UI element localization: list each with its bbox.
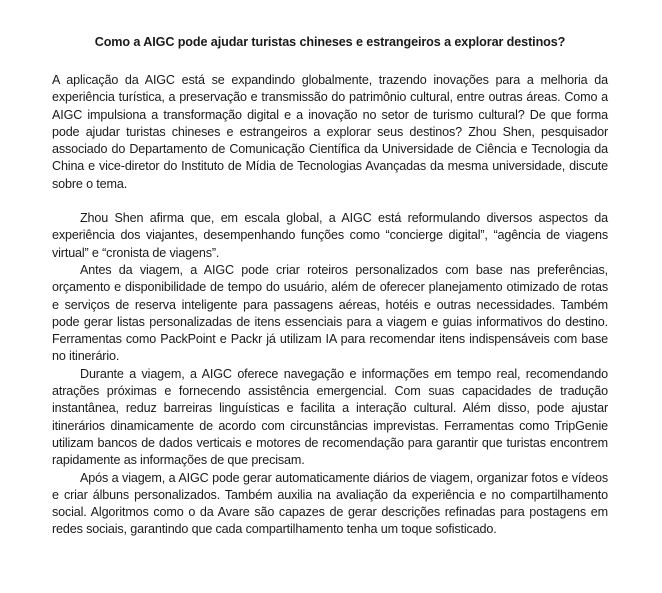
body-paragraph-roles: Zhou Shen afirma que, em escala global, a AIGC está reformulando diversos aspectos da experiência dos viajantes, desempenhando funções como “concierge digital”, “agência de viagens virtual” e “cronista de viagens”. xyxy=(52,211,608,260)
document-page xyxy=(52,34,608,539)
body-paragraph-during-trip: Durante a viagem, a AIGC oferece navegação e informações em tempo real, recomendando atrações próximas e fornecendo assistência emergencial. Com suas capacidades de tradução instantânea, reduz barreiras linguísticas e facilita a interação cultural. Além disso, pode ajustar itinerários dinamicamente de acordo com circunstâncias imprevistas. Ferramentas como TripGenie utilizam bancos de dados verticais e motores de recomendação para garantir que turistas encontrem rapidamente as informações de que precisam. xyxy=(52,366,608,468)
document-title: Como a AIGC pode ajudar turistas chineses e estrangeiros a explorar destinos? xyxy=(94,35,566,49)
intro-paragraph: A aplicação da AIGC está se expandindo globalmente, trazendo inovações para a melhoria da experiência turística, a preservação e transmissão do patrimônio cultural, entre outras áreas. Como a AIGC impulsiona a transformação digital e a inovação no setor de turismo cultural? De que forma pode ajudar turistas chineses e estrangeiros a explorar seus destinos? Zhou Shen, pesquisador associado do Departamento de Comunicação Científica da Universidade de Ciência e Tecnologia da China e vice-diretor do Instituto de Mídia de Tecnologias Avançadas da mesma universidade, discute sobre o tema. xyxy=(52,73,608,191)
body-paragraph-before-trip: Antes da viagem, a AIGC pode criar roteiros personalizados com base nas preferências, orçamento e disponibilidade de tempo do usuário, além de oferecer planejamento otimizado de rotas e serviços de reserva inteligente para passagens aéreas, hotéis e outras necessidades. Também pode gerar listas personalizadas de itens essenciais para a viagem e guias informativos do destino. Ferramentas como PackPoint e Packr já utilizam IA para recomendar itens indispensáveis com base no itinerário. xyxy=(52,262,608,364)
body-paragraph-after-trip: Após a viagem, a AIGC pode gerar automaticamente diários de viagem, organizar fotos e vídeos e criar álbuns personalizados. Também auxilia na avaliação da experiência e no compartilhamento social. Algoritmos como o da Avare são capazes de gerar descrições refinadas para postagens em redes sociais, garantindo que cada compartilhamento tenha um toque sofisticado. xyxy=(52,470,608,537)
